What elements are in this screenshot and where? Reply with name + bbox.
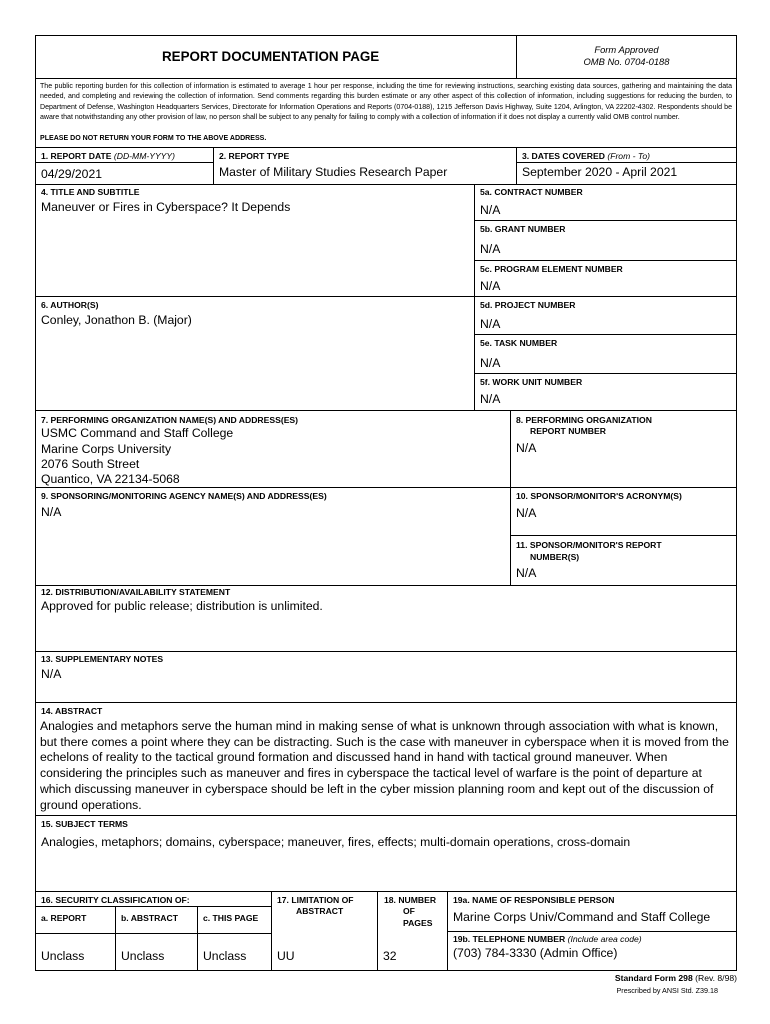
rule bbox=[516, 147, 517, 184]
program-element-label: 5c. PROGRAM ELEMENT NUMBER bbox=[480, 264, 623, 274]
contract-number-value: N/A bbox=[480, 203, 501, 217]
rule bbox=[271, 891, 272, 971]
sponsor-report-value: N/A bbox=[516, 566, 537, 580]
rule bbox=[474, 260, 737, 261]
rule bbox=[474, 373, 737, 374]
rule bbox=[510, 410, 511, 585]
work-unit-label: 5f. WORK UNIT NUMBER bbox=[480, 377, 583, 387]
sponsoring-agency-label: 9. SPONSORING/MONITORING AGENCY NAME(S) AND ADDRESS(ES) bbox=[41, 491, 327, 501]
project-number-label: 5d. PROJECT NUMBER bbox=[480, 300, 576, 310]
sponsor-report-label-2: NUMBER(S) bbox=[530, 552, 580, 562]
security-report-value: Unclass bbox=[41, 949, 85, 963]
abstract-text: Analogies and metaphors serve the human mind in making sense of what is unknown through association with what is known, but there comes a point where they can be distracting. Such is the case with maneuver in cyberspace when it is moved from the echelons of reality to the tactical ground formation and discussed hand in hand with tactical ground maneuver. When considering the principles such as maneuver and fires in cyberspace the tactical level of warfare is the point of departure at which discussing maneuver in cyberspace should be left in the cyber mission planning room and kept out of the discussion of ground operations. bbox=[40, 719, 729, 812]
performing-org-line: Marine Corps University bbox=[41, 442, 172, 456]
dates-covered-label: 3. DATES COVERED (From - To) bbox=[522, 151, 650, 161]
dates-covered-value: September 2020 - April 2021 bbox=[522, 165, 678, 179]
rule bbox=[115, 906, 116, 971]
omb-number: OMB No. 0704-0188 bbox=[583, 56, 670, 67]
return-notice: PLEASE DO NOT RETURN YOUR FORM TO THE ABOVE ADDRESS. bbox=[40, 135, 267, 142]
distribution-value: Approved for public release; distribution is unlimited. bbox=[41, 599, 323, 613]
project-number-value: N/A bbox=[480, 317, 501, 331]
title-label: 4. TITLE AND SUBTITLE bbox=[41, 187, 140, 197]
pages-value: 32 bbox=[383, 949, 397, 963]
rule bbox=[377, 891, 378, 971]
rule bbox=[197, 906, 198, 971]
rule bbox=[447, 931, 737, 932]
sponsor-acronym-label: 10. SPONSOR/MONITOR'S ACRONYM(S) bbox=[516, 491, 682, 501]
security-page-label: c. THIS PAGE bbox=[203, 913, 259, 923]
grant-number-value: N/A bbox=[480, 242, 501, 256]
report-date-value: 04/29/2021 bbox=[41, 167, 102, 181]
rule bbox=[474, 220, 737, 221]
burden-notice: The public reporting burden for this collection of information is estimated to average 1 hour per response, including the time for reviewing instructions, searching existing data sources, gathering and maintaining the data needed, and completing and reviewing the collection of information. Send comments regarding this burden estimate or any other aspect of this collection of information, including suggestions for reducing the burden, to Department of Defense, Washington Headquarters Services, Directorate for Information Operations and Reports (0704-0188), 1215 Jefferson Davis Highway, Suite 1204, Arlington, VA 22202-4302. Respondents should be aware that notwithstanding any other provision of law, no person shall be subject to any penalty for failing to comply with a collection of information if it does not display a currently valid OMB control number. bbox=[40, 83, 732, 121]
contract-number-label: 5a. CONTRACT NUMBER bbox=[480, 187, 583, 197]
form-approval bbox=[517, 44, 736, 68]
rule bbox=[35, 906, 271, 907]
grant-number-label: 5b. GRANT NUMBER bbox=[480, 224, 566, 234]
security-abstract-value: Unclass bbox=[121, 949, 165, 963]
sponsor-acronym-value: N/A bbox=[516, 506, 537, 520]
limitation-label-2: ABSTRACT bbox=[296, 906, 344, 916]
rule bbox=[35, 815, 737, 816]
standard-form-caption: Standard Form 298 (Rev. 8/98) bbox=[614, 973, 737, 983]
subject-terms-value: Analogies, metaphors; domains, cyberspace; maneuver, fires, effects; multi-domain operations, cross-domain bbox=[41, 835, 631, 849]
telephone-label: 19b. TELEPHONE NUMBER (Include area code) bbox=[453, 934, 642, 944]
security-report-label: a. REPORT bbox=[41, 913, 87, 923]
distribution-label: 12. DISTRIBUTION/AVAILABILITY STATEMENT bbox=[41, 587, 231, 597]
limitation-value: UU bbox=[277, 949, 295, 963]
task-number-label: 5e. TASK NUMBER bbox=[480, 338, 558, 348]
rule bbox=[516, 162, 737, 163]
sponsoring-agency-value: N/A bbox=[41, 505, 62, 519]
title-value: Maneuver or Fires in Cyberspace? It Depends bbox=[41, 200, 291, 214]
form-title: REPORT DOCUMENTATION PAGE bbox=[162, 49, 380, 64]
performing-org-line: Quantico, VA 22134-5068 bbox=[41, 472, 180, 486]
rule bbox=[35, 702, 737, 703]
rule bbox=[35, 891, 737, 892]
abstract-label: 14. ABSTRACT bbox=[41, 706, 103, 716]
rule bbox=[510, 535, 737, 536]
rule bbox=[35, 585, 737, 586]
rule bbox=[35, 78, 737, 79]
report-type-label: 2. REPORT TYPE bbox=[219, 151, 290, 161]
report-type-value: Master of Military Studies Research Paper bbox=[219, 165, 448, 179]
report-date-label: 1. REPORT DATE (DD-MM-YYYY) bbox=[41, 151, 176, 161]
rule bbox=[35, 410, 737, 411]
performing-report-label: 8. PERFORMING ORGANIZATION bbox=[516, 415, 652, 425]
task-number-value: N/A bbox=[480, 356, 501, 370]
work-unit-value: N/A bbox=[480, 392, 501, 406]
performing-org-line: 2076 South Street bbox=[41, 457, 140, 471]
performing-org-line: USMC Command and Staff College bbox=[41, 426, 234, 440]
author-value: Conley, Jonathon B. (Major) bbox=[41, 313, 192, 327]
rule bbox=[35, 933, 271, 934]
security-label: 16. SECURITY CLASSIFICATION OF: bbox=[41, 895, 190, 905]
form-approved-text: Form Approved bbox=[594, 44, 659, 55]
supplementary-value: N/A bbox=[41, 667, 62, 681]
security-abstract-label: b. ABSTRACT bbox=[121, 913, 178, 923]
program-element-value: N/A bbox=[480, 279, 501, 293]
performing-org-label: 7. PERFORMING ORGANIZATION NAME(S) AND ADDRESS(ES) bbox=[41, 415, 299, 425]
rule bbox=[35, 487, 737, 488]
author-label: 6. AUTHOR(S) bbox=[41, 300, 99, 310]
rule bbox=[35, 296, 737, 297]
rule bbox=[474, 184, 475, 410]
rule bbox=[35, 184, 737, 185]
rule bbox=[35, 162, 213, 163]
pages-label-2: OF bbox=[403, 906, 415, 916]
rule bbox=[35, 651, 737, 652]
subject-terms-label: 15. SUBJECT TERMS bbox=[41, 819, 128, 829]
performing-report-value: N/A bbox=[516, 441, 537, 455]
rule bbox=[213, 147, 214, 184]
responsible-person-value: Marine Corps Univ/Command and Staff College bbox=[453, 910, 711, 924]
limitation-label: 17. LIMITATION OF bbox=[277, 895, 354, 905]
pages-label: 18. NUMBER bbox=[384, 895, 437, 905]
pages-label-3: PAGES bbox=[403, 918, 433, 928]
prescribed-caption: Prescribed by ANSI Std. Z39.18 bbox=[616, 986, 718, 995]
supplementary-label: 13. SUPPLEMENTARY NOTES bbox=[41, 654, 164, 664]
rule bbox=[35, 147, 737, 148]
security-page-value: Unclass bbox=[203, 949, 247, 963]
responsible-person-label: 19a. NAME OF RESPONSIBLE PERSON bbox=[453, 895, 615, 905]
performing-report-label-2: REPORT NUMBER bbox=[530, 426, 606, 436]
sponsor-report-label: 11. SPONSOR/MONITOR'S REPORT bbox=[516, 540, 662, 550]
telephone-value: (703) 784-3330 (Admin Office) bbox=[453, 946, 618, 960]
rule bbox=[474, 334, 737, 335]
